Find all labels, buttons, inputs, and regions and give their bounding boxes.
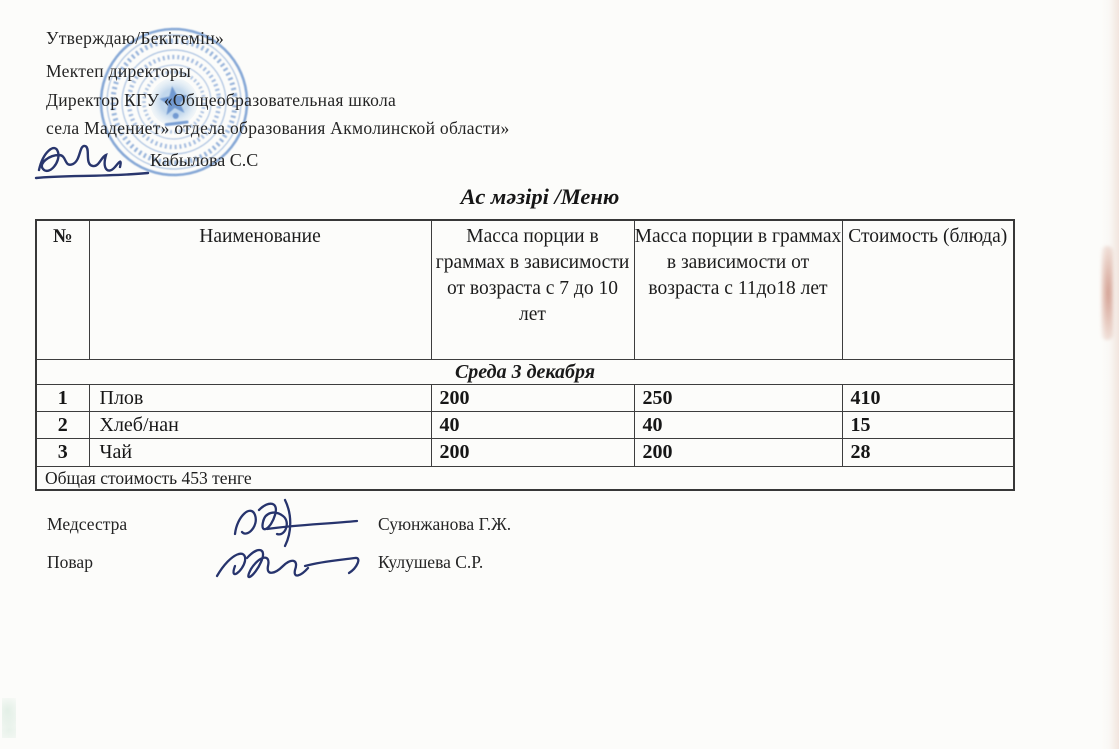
approval-line-2: Мектеп директоры	[46, 61, 192, 81]
director-signature-ink	[34, 134, 156, 190]
scan-edge-speckle	[2, 698, 16, 738]
approval-line-1: Утверждаю/Бекітемін»	[46, 28, 225, 48]
cost-value: 15	[842, 412, 1014, 439]
row-number: 1	[36, 385, 89, 412]
role-cook-label: Повар	[47, 552, 93, 572]
row-number: 2	[36, 412, 89, 439]
cost-value: 410	[842, 385, 1014, 412]
col-header-number: №	[36, 220, 89, 360]
approval-line-4: села Мадениет» отдела образования Акмолинской области»	[46, 118, 510, 138]
cook-name: Кулушева С.Р.	[378, 552, 484, 572]
col-header-mass-11-18: Масса порции в граммах в зависимости от возраста с 11до18 лет	[634, 220, 842, 360]
total-row	[36, 467, 1014, 491]
total-cost-text: Общая стоимость 453 тенге	[36, 467, 1014, 491]
scan-edge-red-blotch	[1101, 246, 1113, 340]
scan-edge-strip	[1101, 0, 1119, 749]
page-title: Ас мәзірі /Меню	[460, 184, 620, 209]
table-row	[36, 439, 1014, 467]
approver-name: Кабылова С.С	[150, 150, 259, 170]
staff-signatures-ink	[205, 488, 375, 592]
mass-7-10-value: 200	[431, 385, 634, 412]
col-header-mass-7-10: Масса порции в граммах в зависимости от возраста с 7 до 10 лет	[431, 220, 634, 360]
row-number: 3	[36, 439, 89, 467]
table-header-row	[36, 220, 1014, 360]
dish-name: Плов	[89, 385, 431, 412]
table-row	[36, 412, 1014, 439]
mass-7-10-value: 200	[431, 439, 634, 467]
menu-table	[35, 219, 1015, 491]
table-row	[36, 385, 1014, 412]
col-header-cost: Стоимость (блюда)	[842, 220, 1014, 360]
role-nurse-label: Медсестра	[47, 514, 128, 534]
col-header-name: Наименование	[89, 220, 431, 360]
cost-value: 28	[842, 439, 1014, 467]
mass-11-18-value: 200	[634, 439, 842, 467]
dish-name: Хлеб/нан	[89, 412, 431, 439]
day-header: Среда 3 декабря	[36, 360, 1014, 385]
mass-11-18-value: 250	[634, 385, 842, 412]
mass-7-10-value: 40	[431, 412, 634, 439]
approval-line-3: Директор КГУ «Общеобразовательная школа	[46, 90, 397, 110]
nurse-name: Суюнжанова Г.Ж.	[378, 514, 512, 534]
mass-11-18-value: 40	[634, 412, 842, 439]
day-header-row	[36, 360, 1014, 385]
dish-name: Чай	[89, 439, 431, 467]
